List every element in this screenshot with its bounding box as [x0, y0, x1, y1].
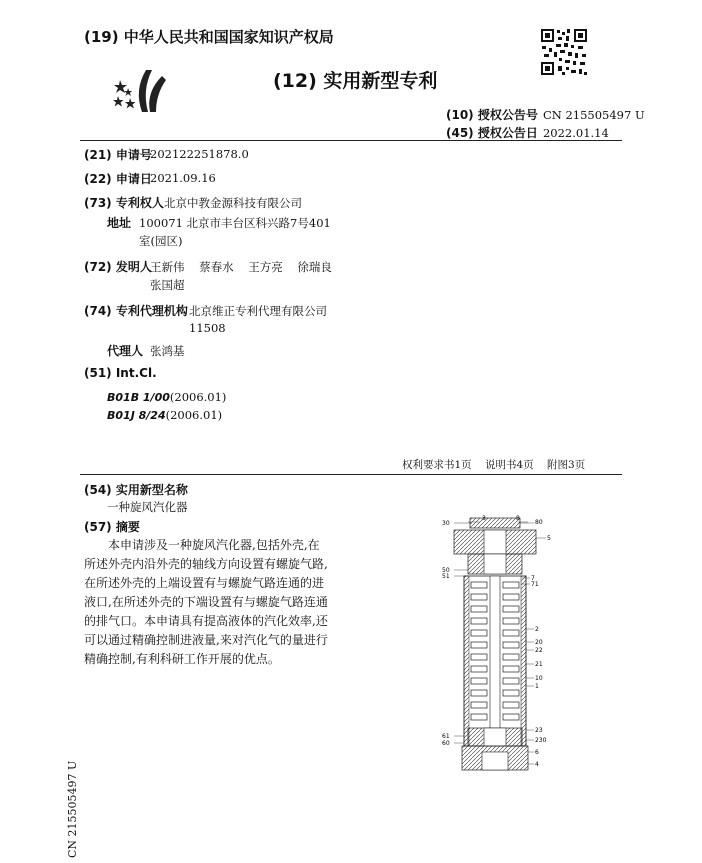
- document-type: (12) 实用新型专利: [273, 70, 438, 92]
- top-cap: [470, 518, 520, 528]
- callout-230: 230: [535, 737, 547, 744]
- callout-61: 61: [442, 733, 450, 740]
- callout-8: 8: [516, 515, 520, 522]
- side-publication-number: CN 215505497 U: [66, 760, 79, 858]
- callout-5: 5: [547, 535, 551, 542]
- application-number: 202122251878.0: [150, 147, 249, 161]
- application-date: 2021.09.16: [150, 171, 216, 185]
- agency-label: (74) 专利代理机构: [84, 304, 188, 318]
- ipc-year-1: (2006.01): [169, 390, 227, 404]
- abstract-text: [84, 536, 359, 669]
- office-name: (19) 中华人民共和国国家知识产权局: [84, 28, 334, 46]
- ipc-entry-1: [107, 386, 226, 405]
- callout-60: 60: [442, 740, 450, 747]
- publication-date: 2022.01.14: [542, 126, 609, 140]
- inventor-label: (72) 发明人: [84, 260, 152, 274]
- ipc-year-2: (2006.01): [165, 408, 223, 422]
- inventors-line-2: 张国超: [150, 278, 185, 292]
- callout-7: 7: [531, 575, 535, 582]
- address-line-2: 室(园区): [139, 234, 183, 248]
- ipc-code-1: B01B 1/00: [107, 391, 170, 404]
- patentee-label: (73) 专利权人: [84, 196, 164, 210]
- qr-code-icon: [540, 28, 588, 76]
- callout-50: 50: [442, 567, 450, 574]
- callout-10: 10: [535, 675, 543, 682]
- publication-number-label: (10) 授权公告号: [446, 108, 538, 122]
- summary-divider: [80, 474, 622, 475]
- abstract-line: 可以通过精确控制进液量,来对汽化气的量进行: [84, 633, 328, 647]
- agent-name: 张鸿基: [150, 344, 185, 358]
- abstract-label: (57) 摘要: [84, 520, 140, 534]
- ipc-label: (51) Int.Cl.: [84, 366, 157, 380]
- publication-number-row: [446, 104, 645, 123]
- cyclone-vaporizer-figure: [440, 514, 555, 776]
- callout-23: 23: [535, 727, 543, 734]
- callout-2: 2: [535, 626, 539, 633]
- address-line-1: 100071 北京市丰台区科兴路7号401: [139, 216, 331, 230]
- cnipa-emblem: [112, 66, 182, 116]
- callout-6: 6: [535, 749, 539, 756]
- agency-name: 北京维正专利代理有限公司: [189, 304, 327, 318]
- abstract-line: 的排气口。本申请具有提高液体的汽化效率,还: [84, 614, 328, 628]
- callout-1: 1: [535, 683, 539, 690]
- callout-22: 22: [535, 647, 543, 654]
- abstract-line: 液口,在所述外壳的下端设置有与螺旋气路连通: [84, 595, 328, 609]
- abstract-line: 本申请涉及一种旋风汽化器,包括外壳,在: [108, 538, 320, 552]
- header-divider: [80, 140, 622, 141]
- title-label: (54) 实用新型名称: [84, 483, 188, 497]
- callout-21: 21: [535, 661, 543, 668]
- application-number-label: (21) 申请号: [84, 148, 152, 162]
- abstract-line: 在所述外壳的上端设置有与螺旋气路连通的进: [84, 576, 325, 590]
- publication-number: CN 215505497 U: [542, 108, 645, 122]
- central-core: [490, 576, 500, 746]
- application-date-label: (22) 申请日: [84, 172, 152, 186]
- abstract-line: 所述外壳内沿外壳的轴线方向设置有螺旋气路,: [84, 557, 328, 571]
- address-label: 地址: [107, 216, 132, 230]
- agent-label: 代理人: [107, 344, 144, 358]
- publication-date-row: [446, 122, 609, 141]
- abstract-line: 精确控制,有利科研工作开展的优点。: [84, 652, 280, 666]
- callout-4: 4: [535, 761, 539, 768]
- callout-20: 20: [535, 639, 543, 646]
- inventors-line-1: 王新伟 蔡春水 王方亮 徐瑞良: [150, 260, 332, 274]
- callout-71: 71: [531, 581, 539, 588]
- exhaust-port: [482, 752, 508, 770]
- publication-date-label: (45) 授权公告日: [446, 126, 538, 140]
- callout-80: 80: [535, 519, 543, 526]
- pages-summary: 权利要求书1页 说明书4页 附图3页: [402, 459, 586, 471]
- callout-3: 3: [482, 515, 486, 522]
- patentee: 北京中教金源科技有限公司: [164, 196, 302, 210]
- callout-51: 51: [442, 573, 450, 580]
- ipc-entry-2: [107, 404, 222, 423]
- agency-code: 11508: [189, 321, 226, 335]
- callout-30: 30: [442, 520, 450, 527]
- utility-model-title: 一种旋风汽化器: [107, 500, 188, 514]
- ipc-code-2: B01J 8/24: [107, 409, 166, 422]
